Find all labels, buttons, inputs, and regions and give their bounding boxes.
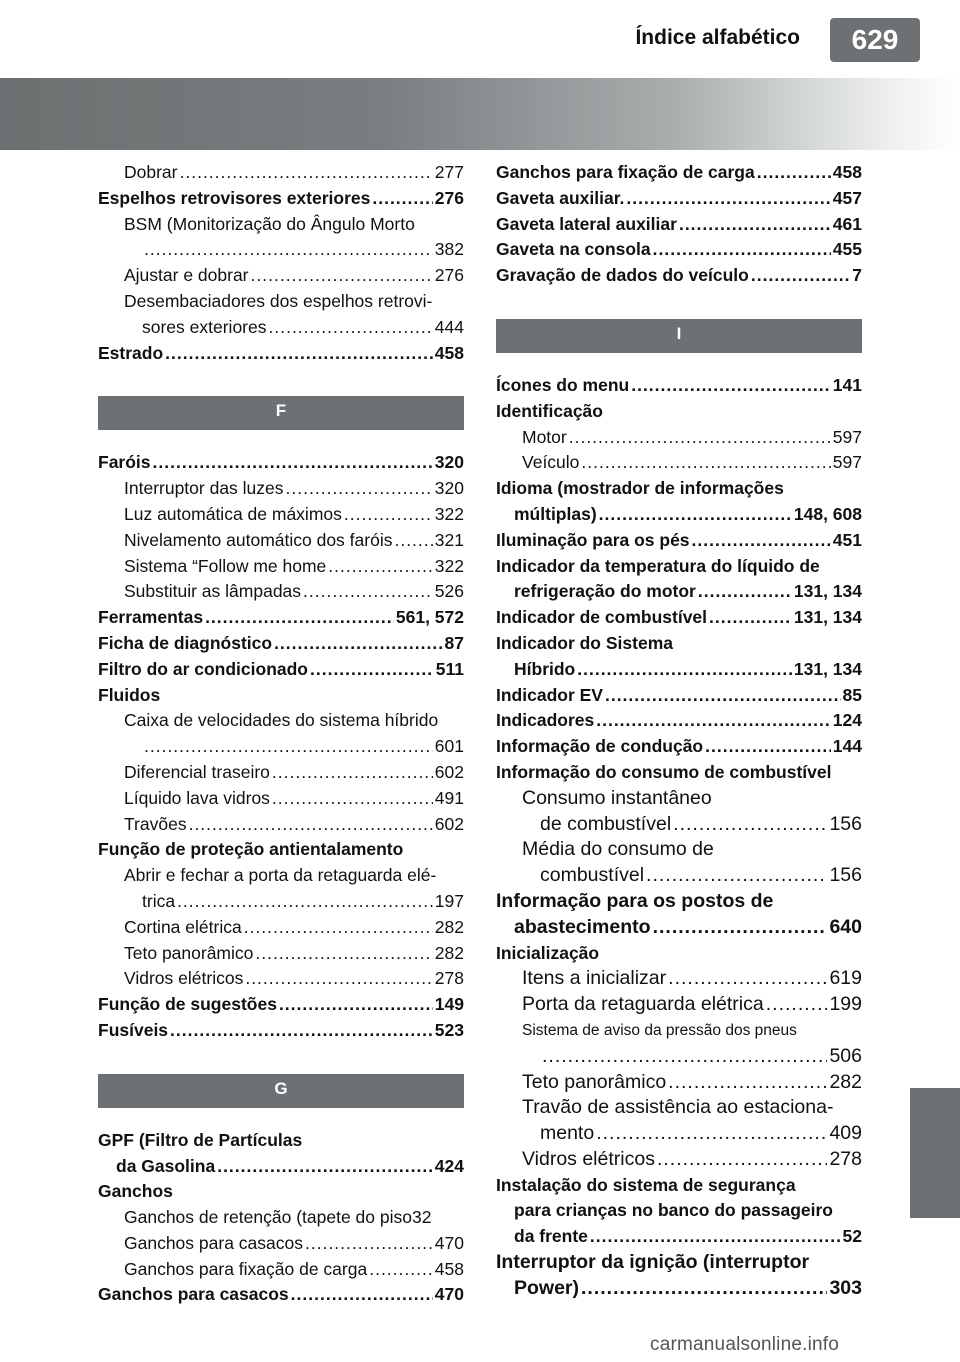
index-entry[interactable]: Interruptor das luzes ..... 320 bbox=[98, 476, 464, 502]
section-header-g: G bbox=[98, 1074, 464, 1108]
section-title: Índice alfabético bbox=[635, 26, 800, 49]
index-entry[interactable]: Função de sugestões ..... 149 bbox=[98, 992, 464, 1018]
index-entry[interactable]: Diferencial traseiro ..... 602 bbox=[98, 760, 464, 786]
index-entry-line: Caixa de velocidades do sistema híbrido bbox=[124, 710, 439, 731]
index-entry[interactable]: Vidros elétricos ..... 278 bbox=[98, 966, 464, 992]
index-entry[interactable]: Híbrido ..... 131, 134 bbox=[496, 657, 862, 683]
index-entry[interactable]: Ícones do menu ..... 141 bbox=[496, 373, 862, 399]
index-entry[interactable]: Gravação de dados do veículo ..... 7 bbox=[496, 263, 862, 289]
index-entry[interactable]: trica ..... 197 bbox=[98, 889, 464, 915]
index-entry[interactable]: combustível ..... 156 bbox=[496, 863, 862, 889]
index-entry[interactable]: Indicadores ..... 124 bbox=[496, 708, 862, 734]
header-banner bbox=[0, 78, 960, 150]
index-entry[interactable]: Power) ..... 303 bbox=[496, 1276, 862, 1302]
index-entry[interactable]: mento ..... 409 bbox=[496, 1121, 862, 1147]
page-header bbox=[0, 0, 960, 68]
index-entry[interactable]: Teto panorâmico ..... 282 bbox=[496, 1070, 862, 1096]
index-entry-line: BSM (Monitorização do Ângulo Morto bbox=[124, 213, 415, 234]
index-entry-line: Instalação do sistema de segurança bbox=[496, 1174, 796, 1195]
index-entry[interactable]: Filtro do ar condicionado ..... 511 bbox=[98, 657, 464, 683]
index-entry[interactable]: Ganchos para casacos ..... 470 bbox=[98, 1231, 464, 1257]
section-header-f: F bbox=[98, 396, 464, 430]
index-entry[interactable]: ..... 506 bbox=[496, 1044, 862, 1070]
index-entry-line: para crianças no banco do passageiro bbox=[514, 1200, 833, 1221]
index-entry[interactable]: Indicador de combustível ..... 131, 134 bbox=[496, 605, 862, 631]
index-entry[interactable]: Sistema “Follow me home ..... 322 bbox=[98, 554, 464, 580]
index-entry[interactable]: Cortina elétrica ..... 282 bbox=[98, 915, 464, 941]
index-entry[interactable]: Nivelamento automático dos faróis ..... 321 bbox=[98, 528, 464, 554]
index-entry[interactable]: Teto panorâmico ..... 282 bbox=[98, 941, 464, 967]
index-entry[interactable]: Motor ..... 597 bbox=[496, 425, 862, 451]
index-entry[interactable]: Gaveta na consola ..... 455 bbox=[496, 237, 862, 263]
index-entry[interactable]: Luz automática de máximos ..... 322 bbox=[98, 502, 464, 528]
index-entry[interactable]: Fusíveis ..... 523 bbox=[98, 1018, 464, 1044]
index-heading: Fluidos bbox=[98, 684, 161, 705]
index-entry[interactable]: múltiplas) ..... 148, 608 bbox=[496, 502, 862, 528]
index-entry[interactable]: Estrado ..... 458 bbox=[98, 341, 464, 367]
index-heading: Identificação bbox=[496, 400, 603, 421]
index-entry[interactable]: Indicador EV ..... 85 bbox=[496, 683, 862, 709]
index-entry[interactable]: Veículo ..... 597 bbox=[496, 450, 862, 476]
index-entry[interactable]: sores exteriores ..... 444 bbox=[98, 315, 464, 341]
index-column-right bbox=[496, 160, 862, 1302]
index-column-left bbox=[98, 160, 464, 1308]
section-header-i: I bbox=[496, 319, 862, 353]
index-entry[interactable]: Gaveta auxiliar. ..... 457 bbox=[496, 186, 862, 212]
index-entry[interactable]: Iluminação para os pés ..... 451 bbox=[496, 528, 862, 554]
index-entry[interactable]: da frente ..... 52 bbox=[496, 1224, 862, 1250]
index-entry-line: Média do consumo de bbox=[522, 838, 714, 861]
index-heading: Inicialização bbox=[496, 942, 600, 963]
index-entry[interactable]: ..... 382 bbox=[98, 237, 464, 263]
index-entry-line: Indicador do Sistema bbox=[496, 632, 673, 653]
thumb-index-tab[interactable] bbox=[910, 1088, 960, 1218]
index-entry[interactable]: Ganchos de retenção (tapete do piso 32 bbox=[124, 1207, 432, 1228]
index-entry-line: Indicador da temperatura do líquido de bbox=[496, 555, 820, 576]
index-entry[interactable]: Ferramentas ..... 561, 572 bbox=[98, 605, 464, 631]
index-entry[interactable]: Ganchos para fixação de carga ..... 458 bbox=[98, 1257, 464, 1283]
index-entry[interactable]: Ganchos para casacos ..... 470 bbox=[98, 1282, 464, 1308]
index-entry-line: GPF (Filtro de Partículas bbox=[98, 1129, 303, 1150]
index-entry[interactable]: Substituir as lâmpadas ..... 526 bbox=[98, 579, 464, 605]
index-entry[interactable]: Porta da retaguarda elétrica ..... 199 bbox=[496, 992, 862, 1018]
index-entry[interactable]: Líquido lava vidros ..... 491 bbox=[98, 786, 464, 812]
index-entry-line: Travão de assistência ao estaciona- bbox=[522, 1096, 834, 1119]
index-entry-line: Informação para os postos de bbox=[496, 889, 774, 912]
index-entry[interactable]: Ajustar e dobrar ..... 276 bbox=[98, 263, 464, 289]
index-entry[interactable]: Dobrar ..... 277 bbox=[98, 160, 464, 186]
index-entry[interactable]: Travões ..... 602 bbox=[98, 812, 464, 838]
index-entry[interactable]: Faróis ..... 320 bbox=[98, 450, 464, 476]
index-entry[interactable]: de combustível ..... 156 bbox=[496, 812, 862, 838]
index-entry[interactable]: ..... 601 bbox=[98, 734, 464, 760]
index-entry[interactable]: Vidros elétricos ..... 278 bbox=[496, 1147, 862, 1173]
watermark-text: carmanualsonline.info bbox=[650, 1334, 840, 1355]
index-entry[interactable]: Gaveta lateral auxiliar ..... 461 bbox=[496, 212, 862, 238]
index-heading: Informação do consumo de combustível bbox=[496, 761, 832, 782]
index-entry-line: Consumo instantâneo bbox=[522, 786, 712, 809]
index-entry[interactable]: refrigeração do motor ..... 131, 134 bbox=[496, 579, 862, 605]
index-entry[interactable]: Itens a inicializar ..... 619 bbox=[496, 966, 862, 992]
index-entry-line: Abrir e fechar a porta da retaguarda elé- bbox=[124, 865, 437, 886]
index-entry[interactable]: da Gasolina ..... 424 bbox=[98, 1154, 464, 1180]
index-entry-line: Desembaciadores dos espelhos retrovi- bbox=[124, 290, 433, 311]
index-entry[interactable]: Ficha de diagnóstico ..... 87 bbox=[98, 631, 464, 657]
index-entry[interactable]: abastecimento ..... 640 bbox=[496, 915, 862, 941]
page-number-badge: 629 bbox=[830, 18, 920, 62]
index-heading: Ganchos bbox=[98, 1181, 173, 1202]
index-entry-line: Idioma (mostrador de informações bbox=[496, 478, 784, 499]
index-entry[interactable]: Espelhos retrovisores exteriores ..... 276 bbox=[98, 186, 464, 212]
index-entry[interactable]: Ganchos para fixação de carga ..... 458 bbox=[496, 160, 862, 186]
index-entry[interactable]: Informação de condução ..... 144 bbox=[496, 734, 862, 760]
index-entry-line: Interruptor da ignição (interruptor bbox=[496, 1251, 810, 1274]
index-heading: Função de proteção antientalamento bbox=[98, 839, 404, 860]
index-entry-line: Sistema de aviso da pressão dos pneus bbox=[522, 1021, 797, 1039]
